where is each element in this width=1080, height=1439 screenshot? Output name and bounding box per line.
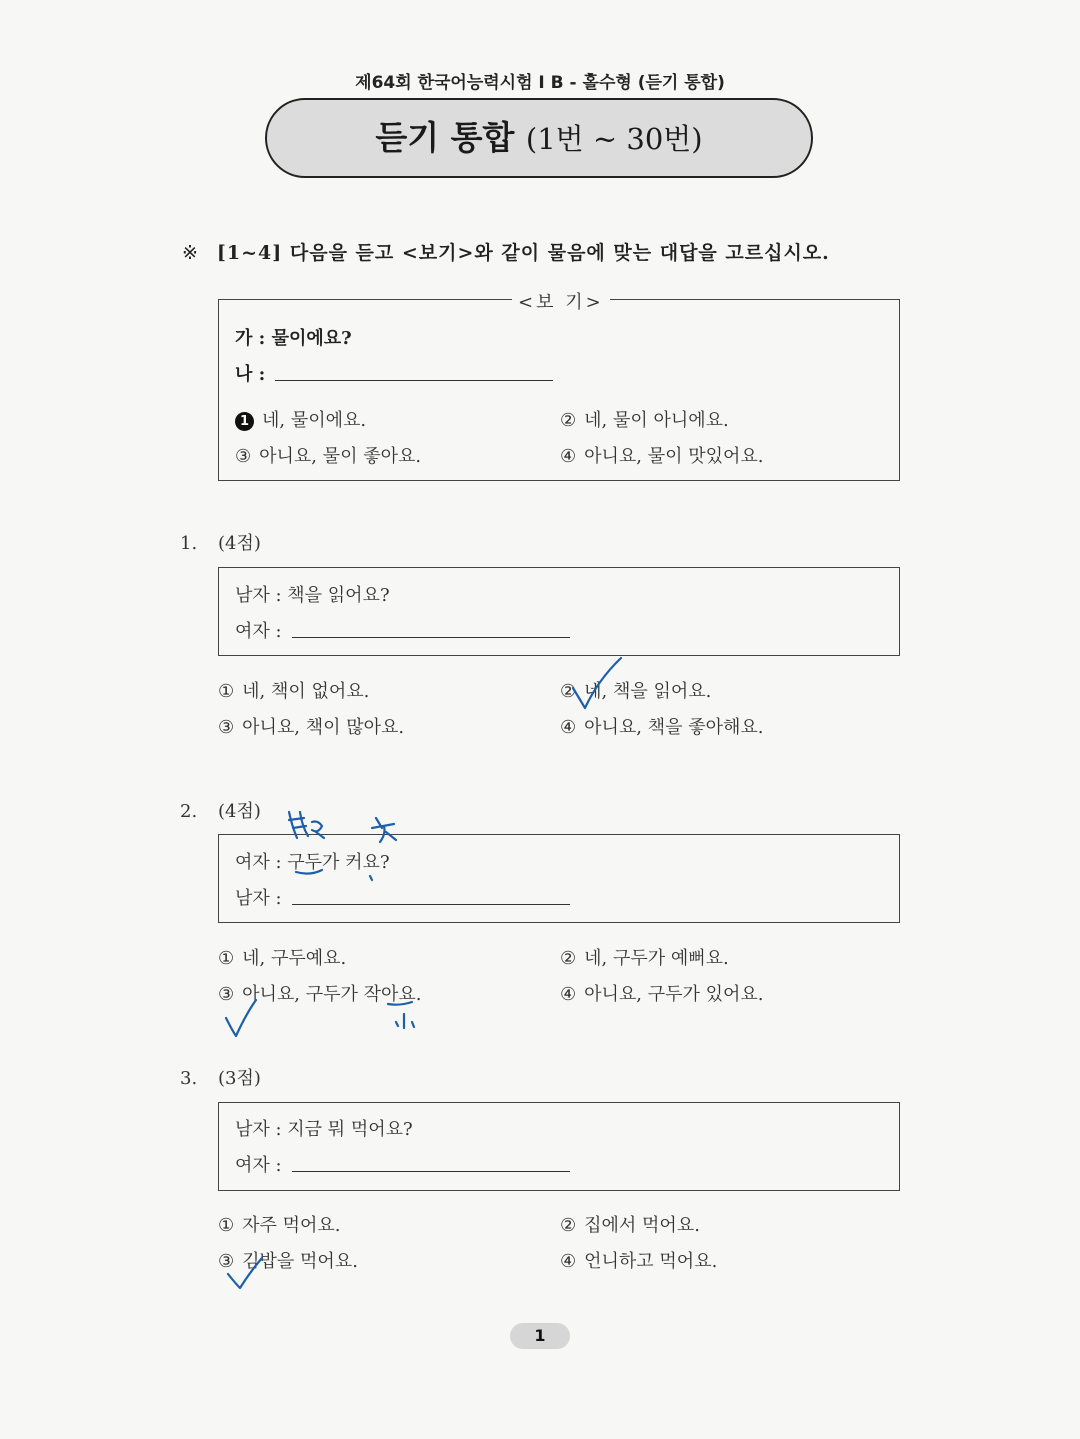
question-1-option-2[interactable]: ② 네, 책을 읽어요. (560, 681, 712, 702)
question-1-speaker-1: 남자 : 책을 읽어요? (235, 585, 390, 606)
example-option-3: ③ 아니요, 물이 좋아요. (235, 446, 422, 467)
question-1-option-4[interactable]: ④ 아니요, 책을 좋아해요. (560, 717, 764, 738)
question-3-speaker-2: 여자 : (235, 1155, 282, 1176)
question-3-label: 3. (3점) (180, 1068, 261, 1089)
question-2-option-1[interactable]: ① 네, 구두예요. (218, 948, 347, 969)
section-title-main: 듣기 통합 (375, 118, 515, 157)
question-1-option-3[interactable]: ③ 아니요, 책이 많아요. (218, 717, 405, 738)
example-option-4: ④ 아니요, 물이 맛있어요. (560, 446, 764, 467)
question-1-speaker-2: 여자 : (235, 621, 282, 642)
question-1-option-1[interactable]: ① 네, 책이 없어요. (218, 681, 370, 702)
reference-mark: ※ (182, 242, 199, 264)
question-2-option-4[interactable]: ④ 아니요, 구두가 있어요. (560, 984, 764, 1005)
question-2-speaker-2: 남자 : (235, 888, 282, 909)
page-number: 1 (510, 1323, 570, 1349)
question-2-label: 2. (4점) (180, 801, 261, 822)
question-3-option-4[interactable]: ④ 언니하고 먹어요. (560, 1251, 718, 1272)
question-2-option-2[interactable]: ② 네, 구두가 예뻐요. (560, 948, 729, 969)
example-option-1: 1 네, 물이에요. (235, 406, 366, 432)
question-3-option-2[interactable]: ② 집에서 먹어요. (560, 1215, 700, 1236)
filled-number-icon: 1 (235, 412, 254, 431)
question-3-speaker-1: 남자 : 지금 뭐 먹어요? (235, 1119, 413, 1140)
question-3-option-3[interactable]: ③ 김밥을 먹어요. (218, 1251, 358, 1272)
instruction-text: [1~4] 다음을 듣고 <보기>와 같이 물음에 맞는 대답을 고르십시오. (216, 242, 830, 264)
exam-header: 제64회 한국어능력시험 I B - 홀수형 (듣기 통합) (355, 73, 725, 93)
section-title (265, 98, 813, 178)
example-line-a: 가 : 물이에요? (235, 328, 352, 349)
question-1-answer-blank (292, 637, 570, 638)
section-title-range: (1번 ~ 30번) (525, 122, 703, 156)
instruction (182, 238, 830, 265)
example-answer-blank (275, 380, 553, 381)
question-3-answer-blank (292, 1171, 570, 1172)
handwritten-scribble (396, 1014, 414, 1028)
question-2-speaker-1: 여자 : 구두가 커요? (235, 852, 390, 873)
question-1-label: 1. (4점) (180, 533, 261, 554)
question-2-answer-blank (292, 904, 570, 905)
question-3-option-1[interactable]: ① 자주 먹어요. (218, 1215, 341, 1236)
example-option-2: ② 네, 물이 아니에요. (560, 410, 729, 431)
question-2-option-3[interactable]: ③ 아니요, 구두가 작아요. (218, 984, 422, 1005)
example-legend: <보 기> (512, 288, 610, 314)
example-line-b: 나 : (235, 364, 266, 385)
